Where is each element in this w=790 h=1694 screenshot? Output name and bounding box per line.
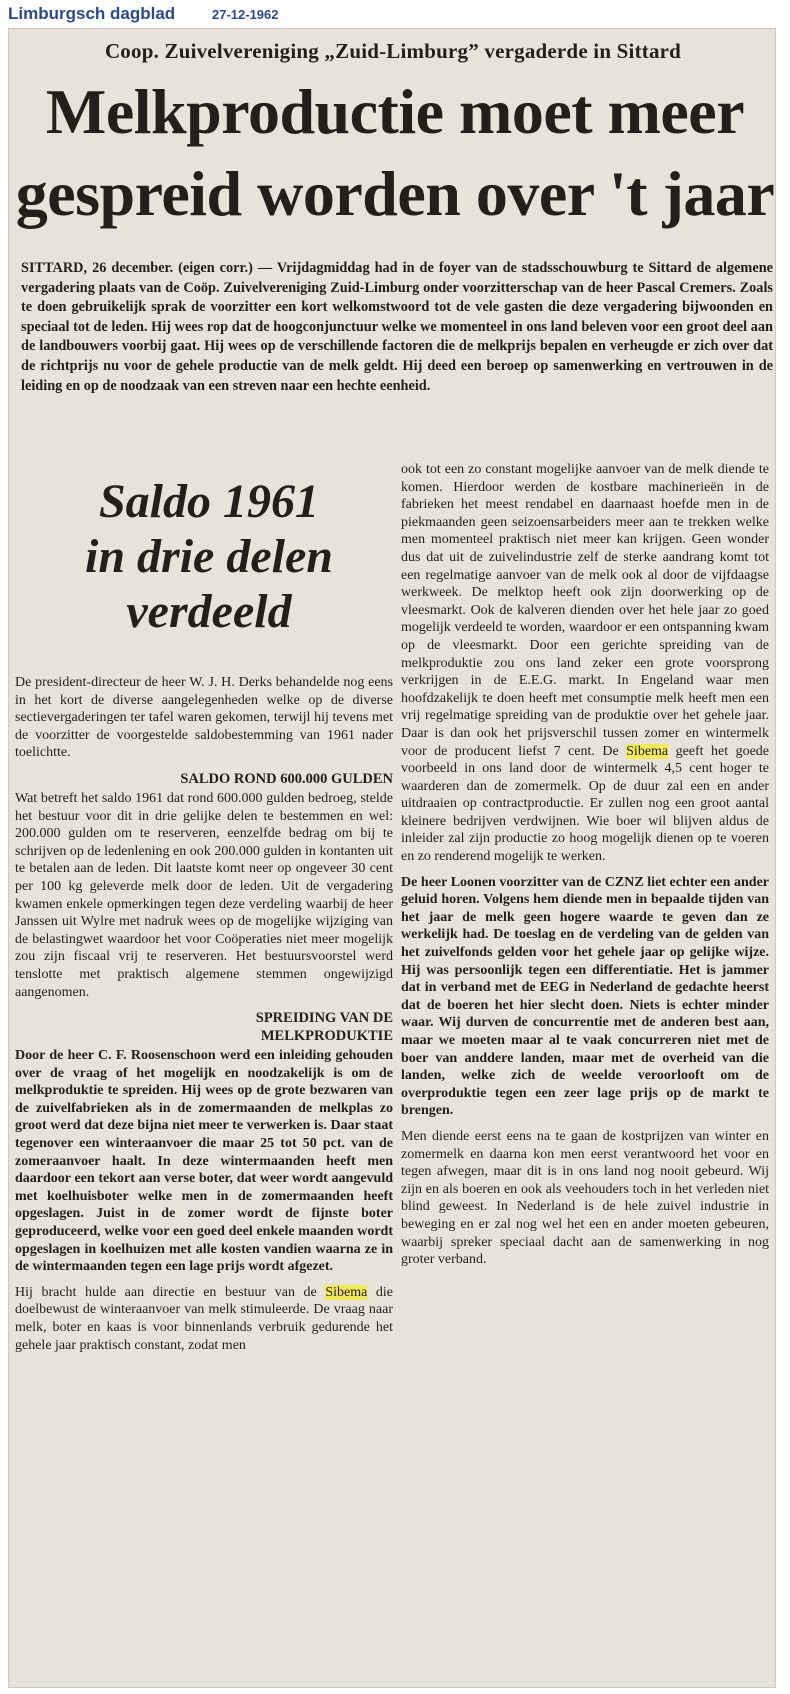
- text-span: geeft het goede voorbeeld in ons land door de wintermelk 4,5 cent hoger te waarderen dan de zomermelk. Op de duur zal een en ander uitdraaien op contractproductie. Er zullen nog een groot aantal kleinere bedrijven verdwijnen. Wie boer wil blijven aldus de inleider zal zijn productie zo hoog mogelijk dienen op te voeren en zo renderend mogelijk te werken.: [401, 743, 769, 865]
- paragraph: [15, 1284, 393, 1354]
- text-span: ook tot een zo constant mogelijke aanvoer van de melk diende te komen. Hierdoor werden de kostbare machinerieën in de fabrieken het meest rendabel en daarnaast hoefde men in de piekmaanden geen seizoensarbeiders meer aan te trekken welke men momenteel praktisch niet meer kan krijgen. Geen wonder dus dat uit de zuivelindustrie zelf de sterke aandrang komt tot een regelmatige aanvoer van de melk ook al door de vijfdaagse werkweek. De melktop heeft ook zijn doorwerking op de vleesmarkt. Ook de kalveren dienden over het hele jaar zo goed mogelijk verdeeld te worden, waardoor er een ontspanning kwam op de vleesmarkt. Door een gerichte spreiding van de melkproduktie zou ons land zeker een grote voorsprong verkrijgen in de E.E.G. markt. In Engeland waar men hoofdzakelijk te doen heeft met consumptie melk heeft men een vrij regelmatige spreiding van de produktie over het gehele jaar. Daar is dan ook het prijsverschil tussen zomer en wintermelk voor de producent liefst 7 cent. De: [401, 462, 769, 759]
- publication-date: 27-12-1962: [212, 7, 279, 22]
- highlighted-term: Sibema: [325, 1284, 368, 1300]
- highlighted-term: Sibema: [626, 743, 669, 759]
- saldo-headline: [39, 474, 379, 639]
- saldo-headline-line: in drie delen: [85, 530, 333, 583]
- headline-line-1: Melkproductie moet meer: [45, 76, 745, 147]
- paragraph: De president-directeur de heer W. J. H. Derks behandelde nog eens in het kort de diverse aangelegenheden welke op de diverse sectievergaderingen ter tafel waren gekomen, terwijl hij tevens met de voorzitter de voorgestelde saldobestemming van 1961 nader toelichtte.: [15, 675, 393, 761]
- saldo-headline-line: Saldo 1961: [98, 475, 320, 528]
- paragraph: [401, 461, 769, 866]
- saldo-headline-line: verdeeld: [126, 585, 292, 638]
- text-span: die doelbewust de winteraanvoer van melk stimuleerde. De vraag naar melk, boter en kaas is voor binnenlands verbruik gedurende het gehele jaar praktisch constant, zodat men: [15, 1284, 393, 1353]
- paragraph: Wat betreft het saldo 1961 dat rond 600.000 gulden bedroeg, stelde het bestuur voor dit in drie gelijke delen te bestemmen en wel: 200.000 gulden om te reserveren, eenzelfde bedrag om bij te schrijven op de ledenlening en ook 200.000 gulden in kontanten uit te betalen aan de leden. Dit laatste komt neer op ongeveer 30 cent per 100 kg geleverde melk door de leden. Uit de vergadering kwamen enkele opmerkingen tegen deze verdeling waarbij de heer Janssen uit Wylre met nadruk wees op de mogelijke wijziging van de belastingwet waardoor het voor Coöperaties niet meer mogelijk zou zijn fiscaal vrij te reserveren. Het bestuursvoorstel werd tenslotte met praktisch algemene stemmen ongewijzigd aangenomen.: [15, 790, 393, 1000]
- left-column: [15, 674, 393, 1362]
- article-lead: SITTARD, 26 december. (eigen corr.) — Vrijdagmiddag had in de foyer van de stadsschouwburg te Sittard de algemene vergadering plaats van de Coöp. Zuivelvereniging Zuid-Limburg onder voorzitterschap van de heer Pascal Cremers. Zoals te doen gebruikelijk sprak de voorzitter een kort welkomstwoord tot de vele gasten die deze vergadering bijwoonden en speciaal tot de leden. Hij wees rop dat de hoogconjunctuur welke we momenteel in ons land beleven voor een groot deel aan de landbouwers voorbij gaat. Hij wees op de verschillende factoren die de melkprijs bepalen en verheugde er zich over dat de richtprijs nu voor de gehele productie van de melk geldt. Hij deed een beroep op samenwerking en vertrouwen in de leiding en op de noodzaak van een streven naar een hechte eenheid.: [21, 260, 773, 394]
- right-column: [401, 461, 769, 1277]
- subheading: SALDO ROND 600.000 GULDEN: [180, 770, 393, 787]
- newspaper-name: Limburgsch dagblad: [8, 4, 176, 23]
- article-kicker: Coop. Zuivelvereniging „Zuid-Limburg” vergaderde in Sittard: [104, 39, 682, 63]
- paragraph: De heer Loonen voorzitter van de CZNZ liet echter een ander geluid horen. Volgens hem diende men in bepaalde tijden van het jaar de melk geen hogere waarde te geven dan ze werkelijk had. De toeslag en de verdeling van de gelden van het zuivelfonds gelden voor het gehele jaar op gelijke wijze. Hij was persoonlijk tegen een differentiatie. Het is jammer dat in verband met de EEG in Nederland de gedachte heerst dat de boeren het hier slecht doen. Niets is echter minder waar. Wij durven de concurrentie met de anderen best aan, maar we moeten maar al te vaak concurreren niet met de boer van anddere landen, maar met de overheid van die landen, welke zich de weelde veroorlooft om de overproduktie tegen een zeer lage prijs op de markt te brengen.: [401, 874, 769, 1119]
- subheading-line: SPREIDING VAN DE: [255, 1010, 393, 1027]
- headline-line-2: gespreid worden over 't jaar: [15, 158, 775, 229]
- subheading: [15, 1009, 393, 1045]
- page-header: [0, 0, 790, 28]
- newspaper-clipping: [8, 28, 776, 1688]
- paragraph: Door de heer C. F. Roosenschoon werd een inleiding gehouden over de vraag of het mogelijk en noodzakelijk is om de melkproduktie te spreiden. Hij wees op de grote bezwaren van de zuivelfabrieken als in de zomermaanden de melkplas zo groot werd dat deze bijna niet meer te verwerken is. Daar staat tegenover een winteraanvoer die maar 25 tot 50 pct. van de zomeraanvoer haalt. In deze wintermaanden heeft men daardoor een tekort aan verse boter, dat weer wordt aangevuld met koelhuisboter welke men in de zomermaanden heeft opgeslagen. Juist in de zomer wordt de fijnste boter geproduceerd, welke voor een goed deel enkele maanden wordt opgeslagen in koelhuizen met alle kosten vandien waarna ze in de wintermaanden tegen een lage prijs wordt afgezet.: [15, 1048, 393, 1275]
- subheading-line: MELKPRODUKTIE: [260, 1028, 393, 1045]
- text-span: Hij bracht hulde aan directie en bestuur van de: [15, 1284, 326, 1300]
- paragraph: Men diende eerst eens na te gaan de kostprijzen van winter en zomermelk en daarna kon men eerst verantwoord het voor en tegen afwegen, maar dit is in ons land nog nooit gebeurd. Wij zijn en als boeren en ook als veehouders toch in het verleden niet blind geweest. In Nederland is de hele zuivel industrie in beweging en er zal nog wel het een en ander moeten gebeuren, waarbij spreker speciaal dacht aan de samenwerking in nog groter verband.: [401, 1128, 769, 1268]
